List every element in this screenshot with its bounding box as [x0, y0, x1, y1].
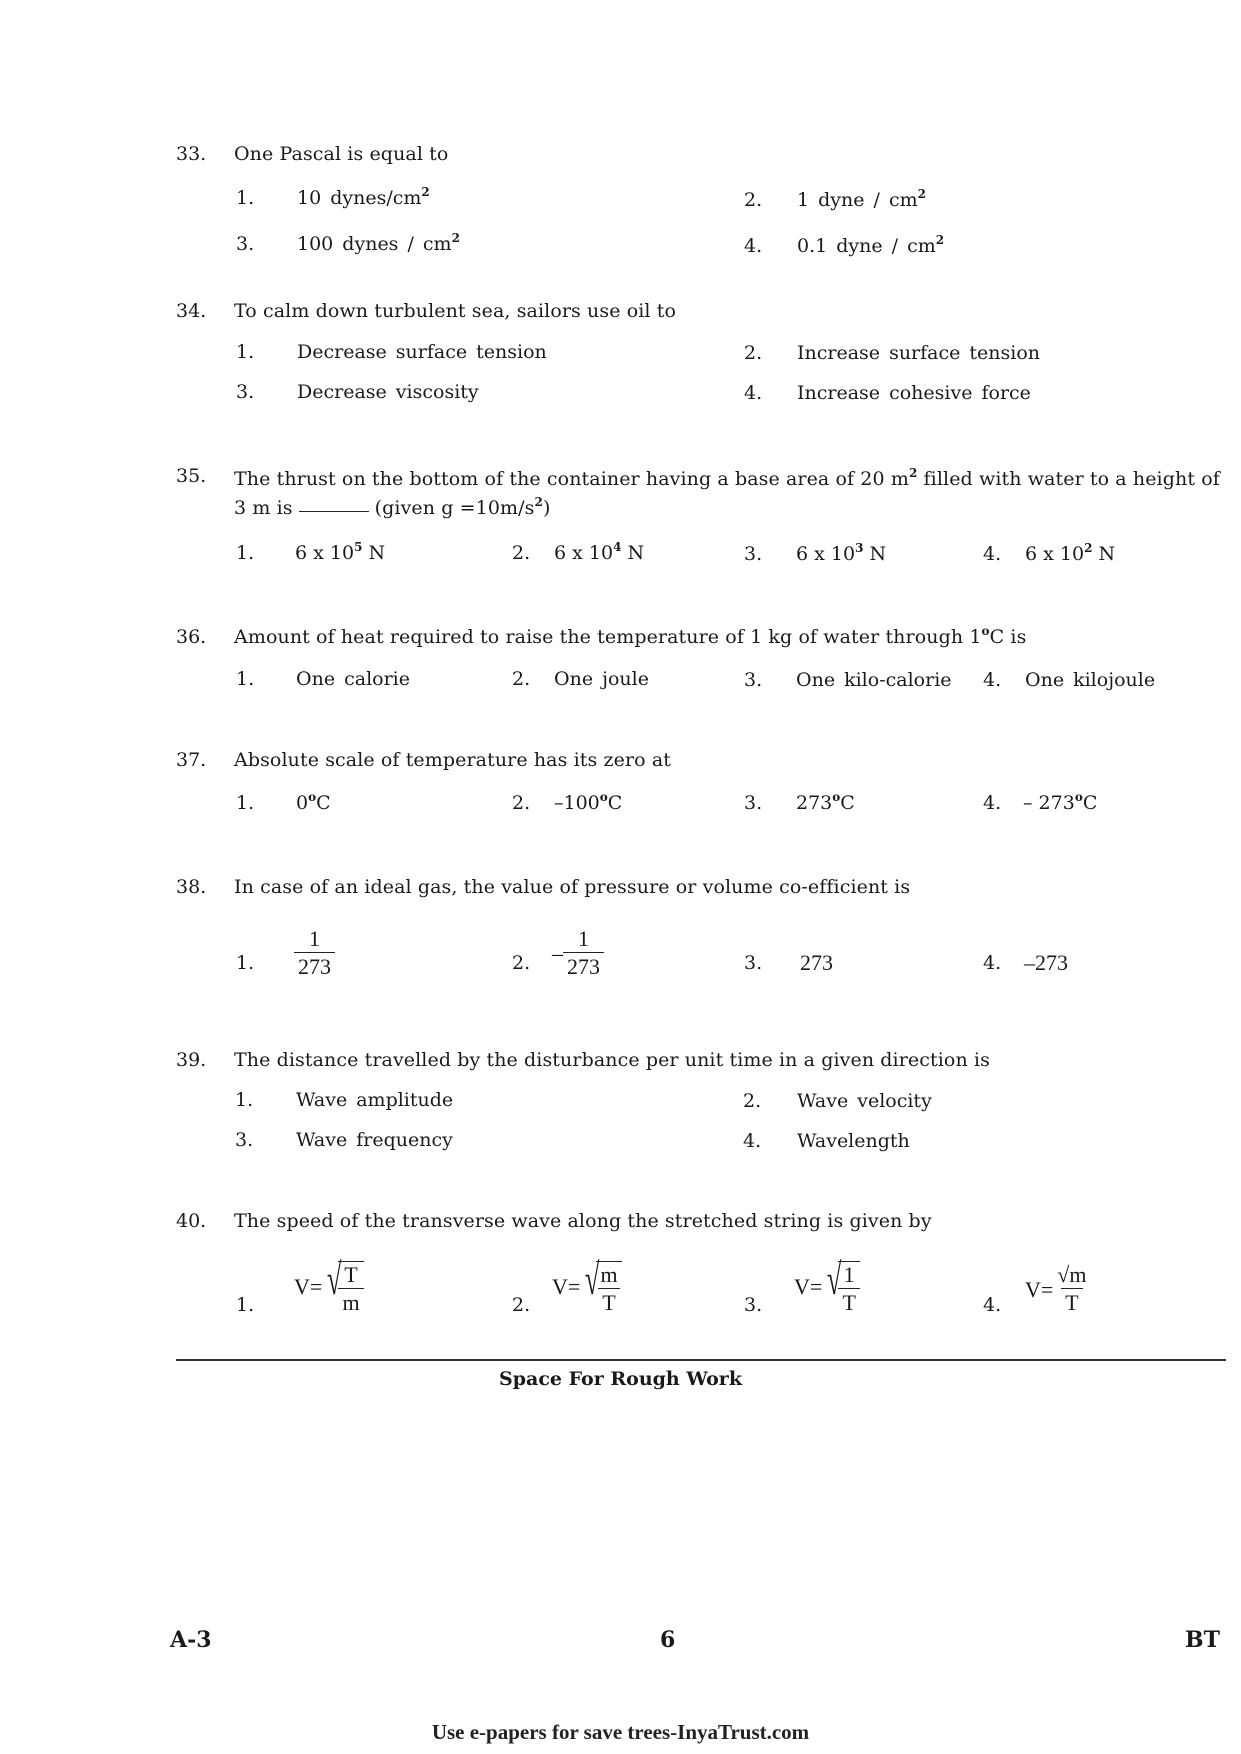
rough-work-heading: Space For Rough Work [499, 1368, 742, 1390]
option-number: 3. [744, 669, 763, 691]
question-number: 37. [176, 749, 207, 771]
option-number: 1. [236, 668, 255, 690]
option-text: Decrease surface tension [297, 341, 547, 363]
sqrt-sign: √ $\frac{m}{T}$ [580, 1258, 621, 1317]
option-number: 2. [512, 668, 531, 690]
option-number: 4. [983, 952, 1002, 974]
page-number: 6 [660, 1627, 676, 1653]
option-formula: V= √ $\frac{T}{m}$ [294, 1258, 364, 1317]
option-text: Increase cohesive force [797, 382, 1031, 404]
option-number: 4. [983, 669, 1002, 691]
option-formula: V= √ $\frac{m}{T}$ [552, 1258, 622, 1317]
booklet-code: A-3 [170, 1627, 212, 1653]
option-text: One kilo-calorie [796, 669, 952, 691]
option-number: 4. [983, 1294, 1002, 1316]
question-text: The distance travelled by the disturbance per unit time in a given direction is [234, 1049, 990, 1071]
question-number: 35. [176, 465, 207, 487]
option-text: – 273$^o$C [1023, 790, 1098, 814]
option-fraction [294, 926, 335, 981]
option-number: 4. [744, 382, 763, 404]
option-number: 1. [236, 542, 255, 564]
option-text: Increase surface tension [797, 342, 1041, 364]
option-text: 6 x $10^3$ N [796, 541, 887, 565]
option-number: 1. [236, 187, 255, 209]
question-text: The thrust on the bottom of the container having a base area of 20 $m^2$ filled with water to a height of 3 m is (given $g =10m/s^2$) [234, 466, 1220, 519]
option-text: 100 dynes / $cm^2$ [297, 231, 460, 255]
option-number: 3. [744, 543, 763, 565]
option-number: 3. [236, 233, 255, 255]
option-number: 1. [236, 952, 255, 974]
option-number: 1. [236, 341, 255, 363]
option-number: 2. [512, 542, 531, 564]
question-text: To calm down turbulent sea, sailors use oil to [234, 300, 677, 322]
question-number: 33. [176, 143, 207, 165]
option-number: 4. [983, 792, 1002, 814]
option-formula: V= $\frac{√m}{T}$ [1025, 1262, 1090, 1317]
option-text: 273 [800, 950, 833, 975]
option-number: 4. [743, 1130, 762, 1152]
option-number: 3. [744, 1294, 763, 1316]
option-text: Decrease viscosity [297, 381, 479, 403]
option-number: 1. [235, 1089, 254, 1111]
option-text: 6 x $10^4$ N [554, 540, 645, 564]
question-number: 40. [176, 1210, 207, 1232]
option-number: 2. [743, 1090, 762, 1112]
option-text: Wavelength [797, 1130, 910, 1152]
option-number: 1. [236, 792, 255, 814]
option-number: 4. [744, 235, 763, 257]
subject-code: BT [1185, 1627, 1220, 1653]
fraction: $\frac{1}{273}$ [563, 926, 604, 981]
option-text: 0.1 dyne / $cm^2$ [797, 233, 945, 257]
option-text: –273 [1024, 950, 1068, 975]
option-text: Wave amplitude [296, 1089, 454, 1111]
sqrt-sign: √ $\frac{T}{m}$ [322, 1258, 363, 1317]
option-number: 3. [235, 1129, 254, 1151]
option-number: 2. [744, 342, 763, 364]
option-number: 1. [236, 1294, 255, 1316]
option-text: One kilojoule [1025, 669, 1156, 691]
answer-blank [299, 511, 369, 512]
fraction: $\frac{1}{273}$ [294, 926, 335, 981]
question-text: Absolute scale of temperature has its zero at [234, 749, 671, 771]
option-text: 0$^o$C [296, 790, 331, 814]
option-formula: V= √ $\frac{1}{T}$ [794, 1258, 860, 1317]
option-text: 273$^o$C [796, 790, 855, 814]
option-text: One calorie [296, 668, 410, 690]
option-number: 3. [236, 381, 255, 403]
option-fraction: – $\frac{1}{273}$ [552, 926, 604, 981]
option-number: 2. [512, 1294, 531, 1316]
question-text: The speed of the transverse wave along the stretched string is given by [234, 1210, 932, 1232]
option-text: 6 x $10^2$ N [1025, 541, 1116, 565]
option-text: Wave velocity [797, 1090, 932, 1112]
section-divider [176, 1359, 1226, 1361]
sqrt-sign: √ $\frac{1}{T}$ [822, 1258, 860, 1317]
option-text: 1 dyne / $cm^2$ [797, 187, 927, 211]
option-number: 4. [983, 543, 1002, 565]
question-number: 36. [176, 626, 207, 648]
option-number: 2. [512, 952, 531, 974]
option-text: Wave frequency [296, 1129, 453, 1151]
option-text: 10 dynes/$cm^2$ [297, 185, 430, 209]
option-number: 2. [512, 792, 531, 814]
watermark-text: Use e-papers for save trees-InyaTrust.com [431, 1720, 810, 1744]
option-text: –100$^o$C [554, 790, 623, 814]
option-text: One joule [554, 668, 649, 690]
question-number: 39. [176, 1049, 207, 1071]
question-number: 34. [176, 300, 207, 322]
question-text: One Pascal is equal to [234, 143, 449, 165]
option-number: 2. [744, 189, 763, 211]
question-text: In case of an ideal gas, the value of pressure or volume co-efficient is [234, 876, 911, 898]
option-text: 6 x $10^5$ N [295, 540, 386, 564]
question-text: Amount of heat required to raise the temperature of 1 kg of water through 1$^o$C is [234, 624, 1027, 648]
question-number: 38. [176, 876, 207, 898]
fraction: $\frac{√m}{T}$ [1057, 1262, 1087, 1315]
option-number: 3. [744, 792, 763, 814]
option-number: 3. [744, 952, 763, 974]
